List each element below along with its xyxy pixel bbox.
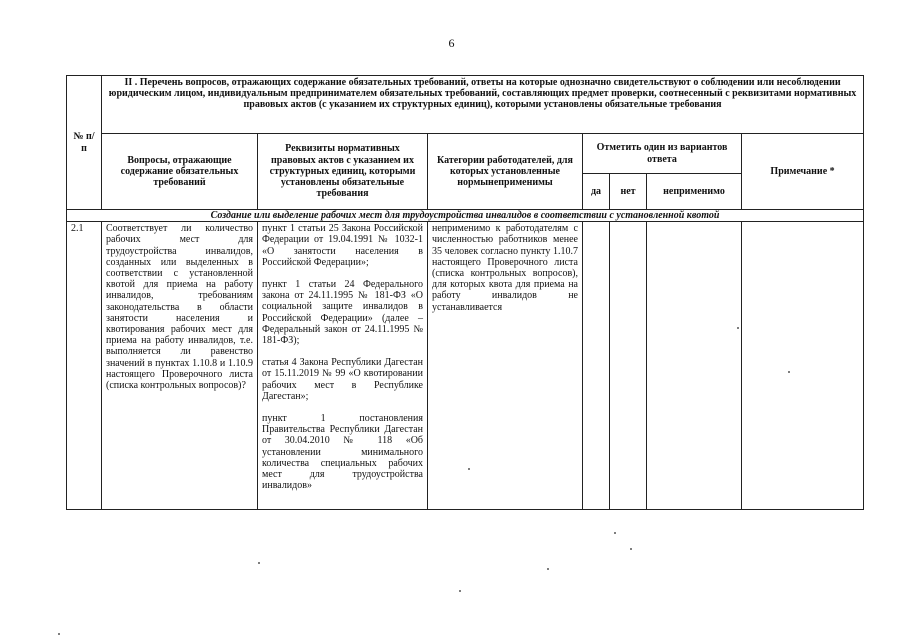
yes-header: да — [583, 174, 610, 210]
scan-speck — [737, 327, 739, 329]
question-text: Соответствует ли количество рабочих мест для трудоустройства инвалидов, созданных или выделенных в соответствии с установленной квотой для приема на работу инвалидов, требованиям законодательства в области занятости населения и квотирования рабочих мест для приема на работу инвалидов, т.е. выполняется ли равенство значений в пунктах 1.10.8 и 1.10.9 настоящего Проверочного листа (списка контрольных вопросов)? — [102, 222, 258, 510]
scan-speck — [58, 633, 60, 635]
page-number: 6 — [448, 36, 455, 50]
row-number: 2.1 — [67, 222, 102, 510]
checklist-table — [66, 75, 864, 510]
no-header: нет — [610, 174, 647, 210]
answer-no-cell[interactable] — [610, 222, 647, 510]
answer-na-cell[interactable] — [647, 222, 742, 510]
requisite-paragraph: статья 4 Закона Республики Дагестан от 15.11.2019 № 99 «О квотировании рабочих мест в Республике Дагестан»; — [262, 357, 423, 402]
subheading-row — [67, 210, 864, 222]
scan-speck — [614, 532, 616, 534]
note-cell[interactable] — [742, 222, 864, 510]
note-header: Примечание * — [742, 134, 864, 210]
num-header: № п/п — [67, 76, 102, 210]
mark-answer-header: Отметить один из вариантов ответа — [583, 134, 742, 174]
na-header: неприменимо — [647, 174, 742, 210]
categories-header: Категории работодателей, для которых установленные нормынеприменимы — [428, 134, 583, 210]
header-row-2 — [67, 134, 864, 174]
scan-speck — [788, 371, 790, 373]
section-subheading: Создание или выделение рабочих мест для трудоустройства инвалидов в соответствии с установленной квотой — [67, 210, 864, 222]
scan-speck — [547, 568, 549, 570]
requisites-header: Реквизиты нормативных правовых актов с указанием их структурных единиц, которыми установлены обязательные требования — [258, 134, 428, 210]
header-row-1 — [67, 76, 864, 134]
requisite-paragraph: пункт 1 статьи 24 Федерального закона от 24.11.1995 № 181-ФЗ «О социальной защите инвалидов в Российской Федерации» (далее – Федеральный закон от 24.11.1995 № 181-ФЗ); — [262, 279, 423, 347]
scan-speck — [630, 548, 632, 550]
requisite-paragraph: пункт 1 статьи 25 Закона Российской Федерации от 19.04.1991 № 1032-1 «О занятости населения в Российской Федерации»; — [262, 223, 423, 268]
requisite-paragraph: пункт 1 постановления Правительства Республики Дагестан от 30.04.2010 № 118 «Об установлении минимального количества специальных рабочих мест для трудоустройства инвалидов» — [262, 413, 423, 492]
answer-yes-cell[interactable] — [583, 222, 610, 510]
scan-speck — [258, 562, 260, 564]
scan-speck — [468, 468, 470, 470]
questions-header: Вопросы, отражающие содержание обязательных требований — [102, 134, 258, 210]
section-title: II . Перечень вопросов, отражающих содержание обязательных требований, ответы на которые однозначно свидетельствуют о соблюдении или несоблюдении юридическим лицом, индивидуальным предпринимателем обязательных требований, составляющих предмет проверки, соотнесенный с реквизитами нормативных правовых актов (с указанием их структурных единиц), которыми установлены обязательные требования — [102, 76, 864, 134]
requisites-cell — [258, 222, 428, 510]
category-text: неприменимо к работодателям с численностью работников менее 35 человек согласно пункту 1.10.7 настоящего Проверочного листа (списка контрольных вопросов), для которых квота для приема на работу инвалидов не устанавливается — [428, 222, 583, 510]
table-row — [67, 222, 864, 510]
scan-speck — [459, 590, 461, 592]
